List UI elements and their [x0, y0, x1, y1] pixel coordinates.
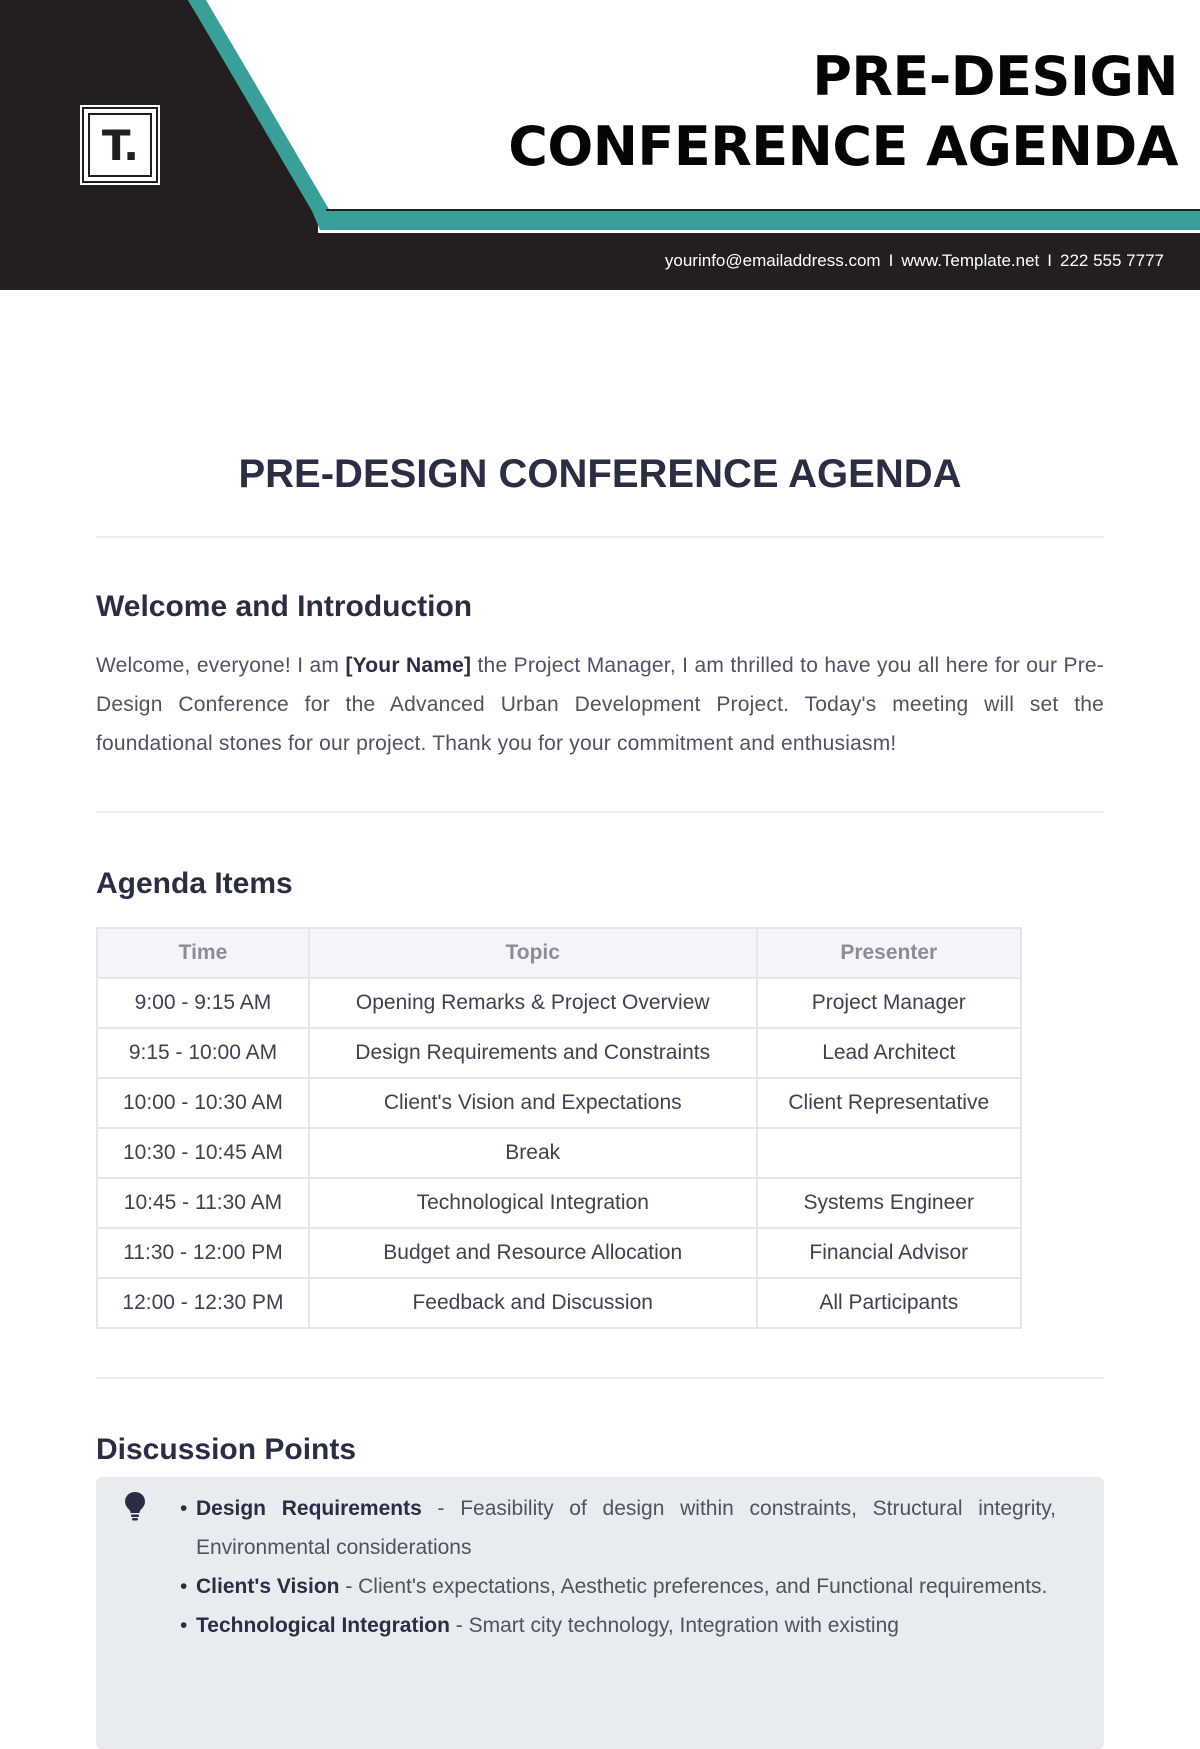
- cell-topic: Opening Remarks & Project Overview: [309, 978, 757, 1028]
- cell-time: 12:00 - 12:30 PM: [97, 1278, 309, 1328]
- column-header-time: Time: [97, 928, 309, 978]
- cell-time: 9:00 - 9:15 AM: [97, 978, 309, 1028]
- header-title: [508, 42, 1178, 182]
- contact-website: www.Template.net: [901, 251, 1040, 270]
- section-divider: [96, 536, 1104, 538]
- section-divider: [96, 811, 1104, 813]
- cell-presenter: All Participants: [757, 1278, 1021, 1328]
- cell-presenter: Lead Architect: [757, 1028, 1021, 1078]
- header-title-line1: PRE-DESIGN: [812, 45, 1178, 108]
- cell-topic: Feedback and Discussion: [309, 1278, 757, 1328]
- cell-topic: Design Requirements and Constraints: [309, 1028, 757, 1078]
- logo-mark: T.: [88, 113, 152, 177]
- contact-phone: 222 555 7777: [1060, 251, 1164, 270]
- table-row: [97, 1178, 1021, 1228]
- table-row: [97, 1228, 1021, 1278]
- discussion-item-label: Technological Integration: [196, 1614, 450, 1637]
- table-row: [97, 1078, 1021, 1128]
- cell-topic: Technological Integration: [309, 1178, 757, 1228]
- welcome-heading: Welcome and Introduction: [96, 590, 473, 623]
- cell-time: 10:45 - 11:30 AM: [97, 1178, 309, 1228]
- contact-separator: I: [1047, 251, 1052, 270]
- name-placeholder: [Your Name]: [345, 654, 472, 677]
- section-divider: [96, 1377, 1104, 1379]
- table-row: [97, 978, 1021, 1028]
- cell-time: 11:30 - 12:00 PM: [97, 1228, 309, 1278]
- discussion-callout: [96, 1477, 1104, 1749]
- list-item: [180, 1567, 1056, 1606]
- discussion-item-label: Client's Vision: [196, 1575, 340, 1598]
- logo: [84, 109, 156, 181]
- cell-time: 10:30 - 10:45 AM: [97, 1128, 309, 1178]
- cell-presenter: Financial Advisor: [757, 1228, 1021, 1278]
- welcome-text-before: Welcome, everyone! I am: [96, 654, 346, 677]
- discussion-list: [124, 1489, 1056, 1645]
- discussion-item-label: Design Requirements: [196, 1497, 422, 1520]
- table-row: [97, 1028, 1021, 1078]
- header-title-line2: CONFERENCE AGENDA: [508, 115, 1178, 178]
- cell-time: 9:15 - 10:00 AM: [97, 1028, 309, 1078]
- cell-topic: Budget and Resource Allocation: [309, 1228, 757, 1278]
- cell-presenter: Client Representative: [757, 1078, 1021, 1128]
- document-header: [0, 0, 1200, 290]
- table-header-row: [97, 928, 1021, 978]
- list-item: [180, 1489, 1056, 1567]
- welcome-text-after: the Project Manager, I am thrilled to have you all here for our Pre-Design Conference for the Advanced Urban Development Project. Today's meeting will set the foundational stones for our project. Thank you for your commitment and enthusiasm!: [96, 654, 1104, 755]
- cell-presenter: Systems Engineer: [757, 1178, 1021, 1228]
- document-body: [96, 430, 1104, 1749]
- discussion-item-text: - Feasibility of design within constraints, Structural integrity, Environmental considerations: [196, 1497, 1057, 1559]
- column-header-topic: Topic: [309, 928, 757, 978]
- cell-presenter: [757, 1128, 1021, 1178]
- cell-presenter: Project Manager: [757, 978, 1021, 1028]
- welcome-paragraph: [96, 646, 1104, 763]
- discussion-heading: Discussion Points: [96, 1433, 357, 1466]
- cell-topic: Break: [309, 1128, 757, 1178]
- agenda-table: [96, 927, 1022, 1329]
- document-title: PRE-DESIGN CONFERENCE AGENDA: [238, 452, 962, 496]
- agenda-heading: Agenda Items: [96, 867, 293, 900]
- lightbulb-icon: [124, 1491, 146, 1521]
- cell-time: 10:00 - 10:30 AM: [97, 1078, 309, 1128]
- column-header-presenter: Presenter: [757, 928, 1021, 978]
- table-row: [97, 1278, 1021, 1328]
- cell-topic: Client's Vision and Expectations: [309, 1078, 757, 1128]
- discussion-item-text: - Smart city technology, Integration with existing: [449, 1614, 899, 1637]
- contact-separator: I: [888, 251, 894, 270]
- table-row: [97, 1128, 1021, 1178]
- list-item: [180, 1606, 1056, 1645]
- contact-email: yourinfo@emailaddress.com: [664, 251, 881, 270]
- discussion-item-text: - Client's expectations, Aesthetic preferences, and Functional requirements.: [339, 1575, 1048, 1598]
- contact-info: [665, 251, 1164, 271]
